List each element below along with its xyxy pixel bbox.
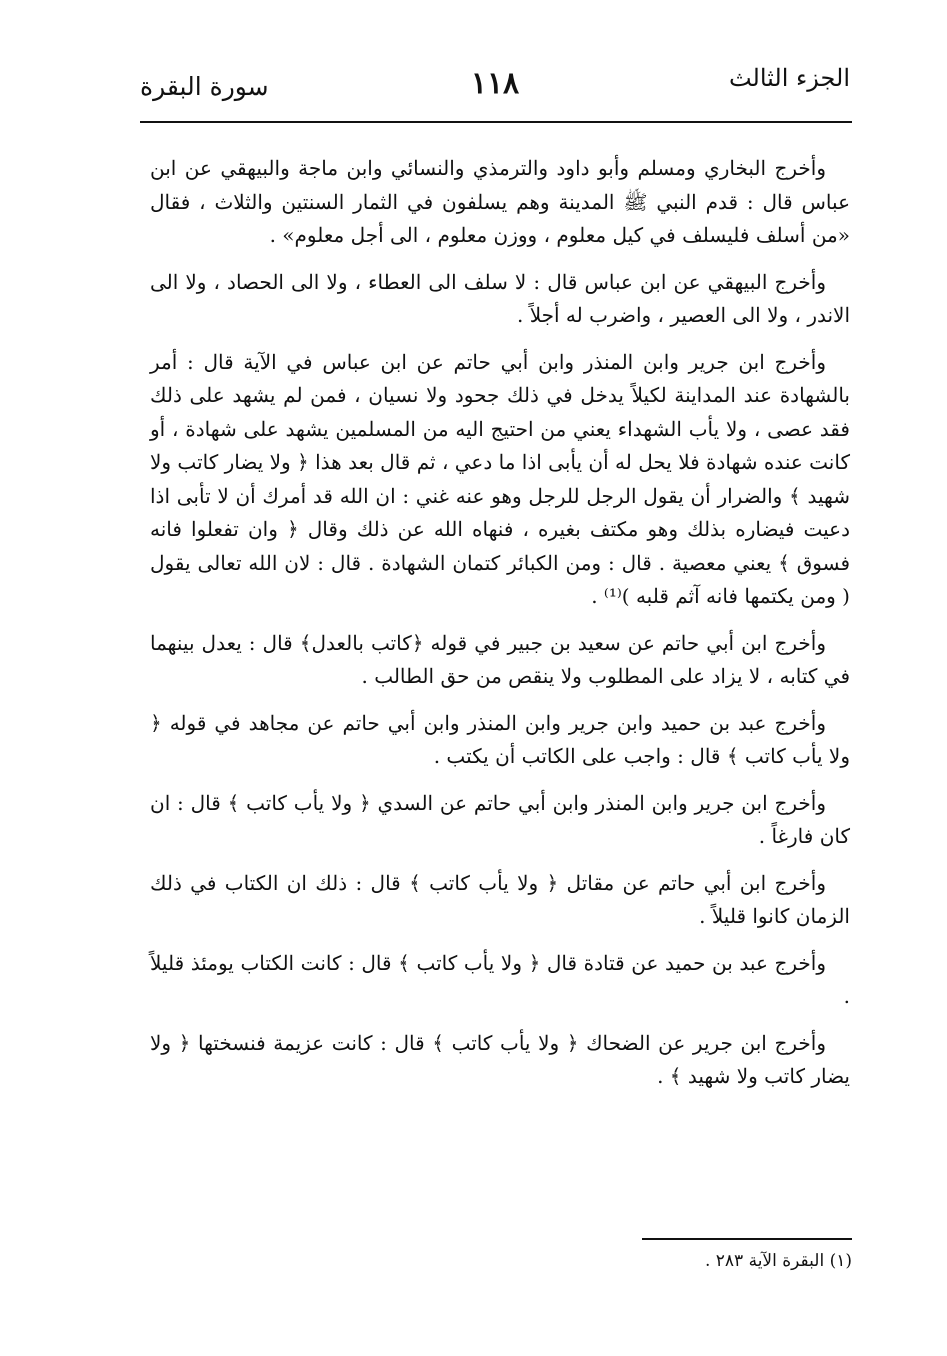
- footnote: (١) البقرة الآية ٢٨٣ .: [704, 1251, 852, 1271]
- paragraph: وأخرج ابن جرير وابن المنذر وابن أبي حاتم عن السدي ﴿ ولا يأب كاتب ﴾ قال : ان كان فارغاً .: [150, 790, 850, 848]
- header-divider: [140, 121, 852, 123]
- main-text: [150, 152, 850, 1107]
- page-number: ١١٨: [470, 66, 520, 101]
- paragraph: وأخرج ابن جرير وابن المنذر وابن أبي حاتم عن ابن عباس في الآية قال : أمر بالشهادة عند المداينة لكيلاً يدخل في ذلك جحود ولا نسيان ، فمن لم يشهد على ذلك فقد عصى ، ولا يأب الشهداء يعني من احتيج اليه من المسلمين يشهد على شهادة ، أو كانت عنده شهادة فلا يحل له أن يأبى اذا ما دعي ، ثم قال بعد هذا ﴿ ولا يضار كاتب ولا شهيد ﴾ والضرار أن يقول الرجل للرجل وهو عنه غني : ان الله قد أمرك أن لا تأبى اذا دعيت فيضاره بذلك وهو مكتف بغيره ، فنهاه الله عن ذلك وقال ﴿ وان تفعلوا فانه فسوق ﴾ يعني معصية . قال : ومن الكبائر كتمان الشهادة . قال : لان الله تعالى يقول ( ومن يكتمها فانه آثم قلبه )⁽¹⁾ .: [150, 349, 850, 608]
- surah-title: سورة البقرة: [140, 72, 269, 101]
- paragraph: وأخرج البخاري ومسلم وأبو داود والترمذي والنسائي وابن ماجة والبيهقي عن ابن عباس قال : قدم النبي ﷺ المدينة وهم يسلفون في الثمار السنتين والثلاث ، فقال «من أسلف فليسلف في كيل معلوم ، ووزن معلوم ، الى أجل معلوم» .: [150, 156, 850, 247]
- paragraph: وأخرج البيهقي عن ابن عباس قال : لا سلف الى العطاء ، ولا الى الحصاد ، ولا الى الاندر ، ولا الى العصير ، واضرب له أجلاً .: [150, 269, 850, 327]
- paragraph: وأخرج عبد بن حميد وابن جرير وابن المنذر وابن أبي حاتم عن مجاهد في قوله ﴿ ولا يأب كاتب ﴾ قال : واجب على الكاتب أن يكتب .: [150, 710, 850, 768]
- paragraph: وأخرج ابن أبي حاتم عن مقاتل ﴿ ولا يأب كاتب ﴾ قال : ذلك ان الكتاب في ذلك الزمان كانوا قليلاً .: [150, 870, 850, 928]
- volume-title: الجزء الثالث: [728, 64, 850, 92]
- footnote-divider: [642, 1238, 852, 1240]
- paragraph: وأخرج عبد بن حميد عن قتادة قال ﴿ ولا يأب كاتب ﴾ قال : كانت الكتاب يومئذ قليلاً .: [150, 950, 850, 1008]
- paragraph: وأخرج ابن أبي حاتم عن سعيد بن جبير في قوله ﴿كاتب بالعدل﴾ قال : يعدل بينهما في كتابه ، لا يزاد على المطلوب ولا ينقص من حق الطالب .: [150, 630, 850, 688]
- paragraph: وأخرج ابن جرير عن الضحاك ﴿ ولا يأب كاتب ﴾ قال : كانت عزيمة فنسختها ﴿ ولا يضار كاتب ولا شهيد ﴾ .: [150, 1030, 850, 1088]
- page-header: [140, 62, 850, 112]
